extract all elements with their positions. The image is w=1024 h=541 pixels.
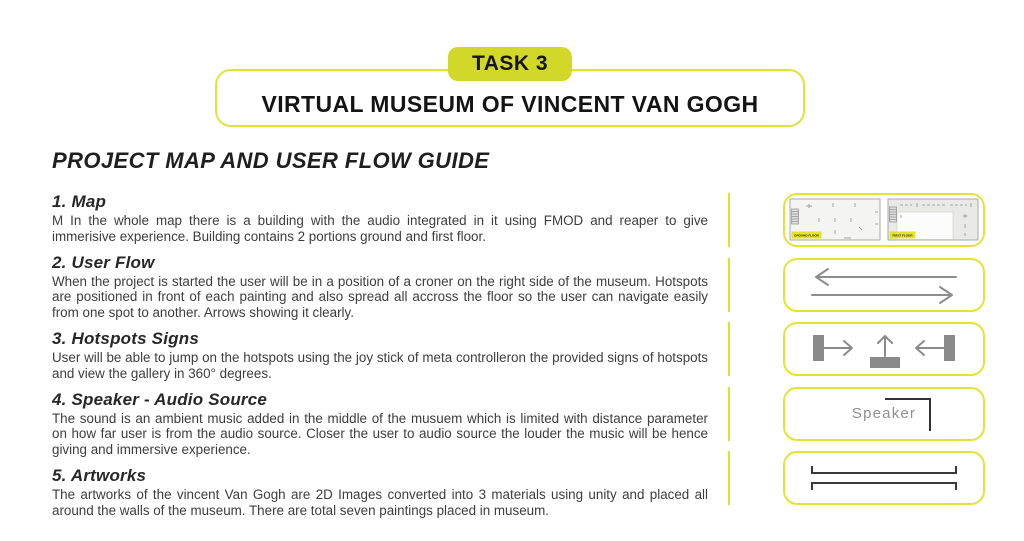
frame-bottom-icon [812, 483, 956, 490]
section-speaker-audio [52, 390, 708, 458]
speaker-label-wrap [852, 405, 916, 423]
divider-dash [728, 193, 730, 247]
ground-floor-plan-icon [789, 198, 881, 242]
sections-column [52, 184, 708, 519]
section-body: The sound is an ambient music added in the middle of the musuem which is limited with distance parameter on how far user is from the audio source. Closer the user to audio source the louder the music will be hence giving and immersive experience. [52, 410, 708, 458]
section-heading: 4. Speaker - Audio Source [52, 389, 268, 409]
hotspot-signs-icon [796, 327, 972, 371]
section-hotspots-signs [52, 329, 708, 382]
task-badge: TASK 3 [448, 47, 572, 81]
flow-arrows-icon [796, 264, 972, 306]
hotspot-post-left-icon [813, 335, 824, 361]
section-body: User will be able to jump on the hotspots using the joy stick of meta controlleron the provided signs of hotspots and view the gallery in 360° degrees. [52, 349, 708, 381]
section-heading: 5. Artworks [52, 465, 147, 485]
section-heading: 2. User Flow [52, 252, 155, 272]
section-map [52, 192, 708, 245]
hotspot-post-right-icon [944, 335, 955, 361]
divider-dash [728, 387, 730, 441]
section-body: M In the whole map there is a building with the audio integrated in it using FMOD and reaper to give immerisive experience. Building contains 2 portions ground and first floor. [52, 213, 708, 244]
speaker-label: Speaker [851, 405, 917, 422]
first-floor-plan-icon [887, 198, 979, 242]
speaker-figure [783, 387, 985, 441]
ground-floor-label: GROUND FLOOR [794, 233, 819, 238]
divider-dash [728, 322, 730, 376]
section-body: When the project is started the user will be in a position of a croner on the right side of the museum. Hotspots are positioned in front of each painting and also spread all accross the floor so the user can navigate easily from one spot to another. Arrows showing it clearly. [52, 273, 708, 321]
user-flow-arrows-figure [783, 258, 985, 312]
title-box [215, 52, 805, 127]
speaker-corner-bracket-icon [885, 398, 931, 431]
first-floor-label: FIRST FLOOR [892, 233, 913, 238]
hotspot-base-center-icon [870, 357, 900, 368]
section-heading: 1. Map [52, 192, 107, 211]
section-heading: 3. Hotspots Signs [52, 328, 199, 348]
hotspot-signs-figure [783, 322, 985, 376]
artwork-frames-icon [796, 458, 972, 498]
divider-dash [728, 258, 730, 312]
floor-plans-figure [783, 193, 985, 247]
divider-dash [728, 451, 730, 505]
artworks-frames-figure [783, 451, 985, 505]
project-guide-heading: PROJECT MAP AND USER FLOW GUIDE [52, 148, 490, 173]
frame-top-icon [812, 466, 956, 473]
section-artworks [52, 466, 708, 519]
section-user-flow [52, 253, 708, 321]
section-body: The artworks of the vincent Van Gogh are 2D Images converted into 3 materials using unity and placed all around the walls of the museum. There are total seven paintings placed in museum. [52, 486, 708, 518]
page-title: VIRTUAL MUSEUM OF VINCENT VAN GOGH [261, 90, 759, 117]
